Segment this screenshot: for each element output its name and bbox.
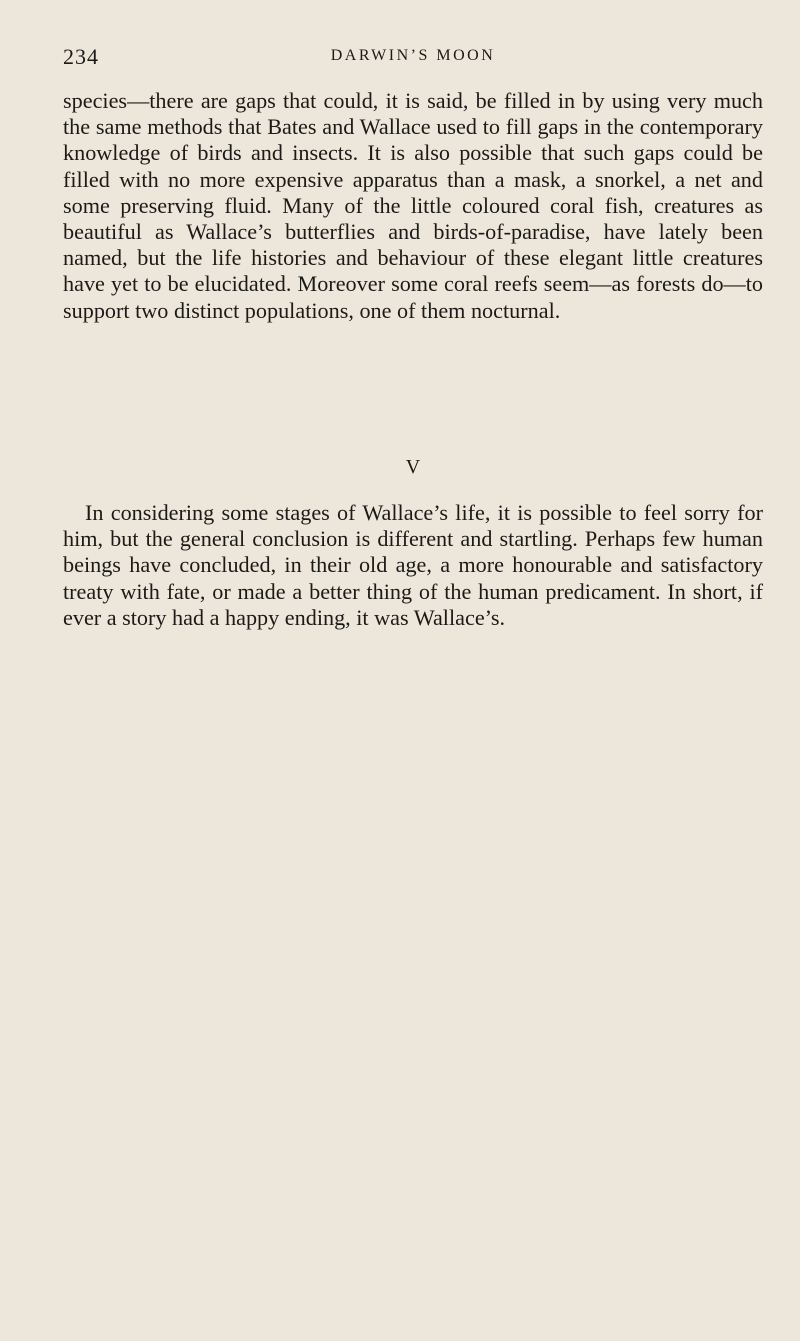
running-head bbox=[63, 44, 763, 74]
page-number: 234 bbox=[63, 44, 99, 69]
body-paragraph-2: In considering some stages of Wallace’s life, it is possible to feel sorry for him, but the general conclusion is different and startling. Perhaps few human beings have concluded, in their old age, a more honourable and satisfactory treaty with fate, or made a better thing of the human predicament. In short, if ever a story had a happy ending, it was Wallace’s. bbox=[63, 500, 763, 630]
body-paragraph-1: species—there are gaps that could, it is said, be filled in by using very much the same methods that Bates and Wallace used to fill gaps in the contemporary knowledge of birds and insects. It is also possible that such gaps could be filled with no more expensive apparatus than a mask, a snorkel, a net and some preserving fluid. Many of the little coloured coral fish, creatures as beautiful as Wallace’s butterflies and birds-of-paradise, have lately been named, but the life histories and behaviour of these elegant little creatures have yet to be elucidated. Moreover some coral reefs seem—as forests do—to support two distinct populations, one of them nocturnal. bbox=[63, 88, 763, 323]
running-title: DARWIN’S MOON bbox=[330, 47, 496, 64]
section-number: V bbox=[405, 456, 421, 478]
